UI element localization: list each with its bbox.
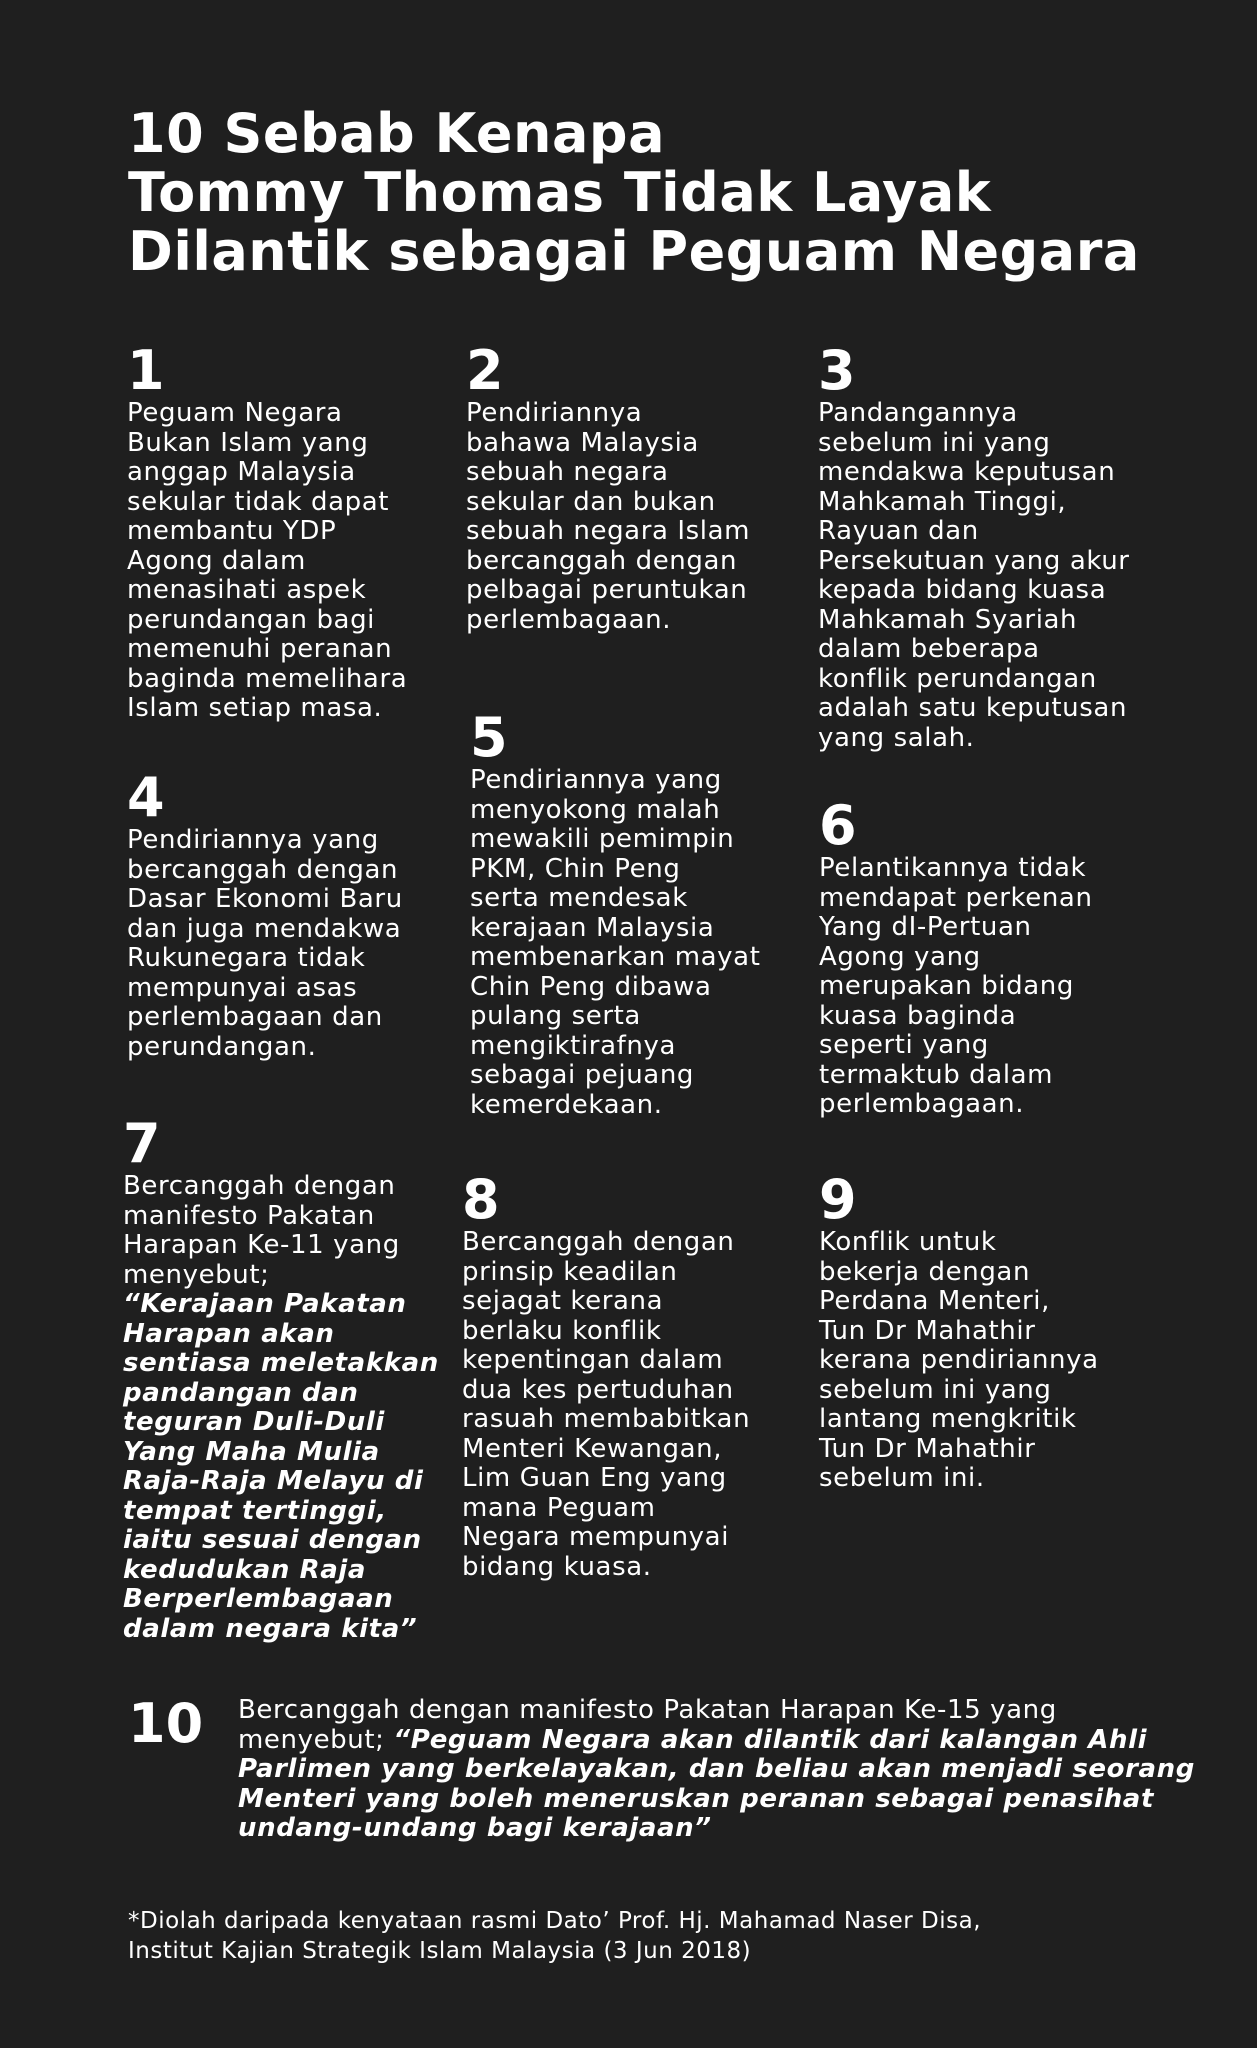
text-line: seperti yang	[819, 1030, 989, 1060]
text-line: sekular tidak dapat	[127, 486, 390, 517]
text-line: lantang mengkritik	[819, 1404, 1077, 1434]
text-line: perundangan.	[127, 1031, 317, 1062]
text-line: kedudukan Raja	[123, 1554, 367, 1585]
text-line: bidang kuasa.	[462, 1551, 652, 1582]
text-line: Chin Peng dibawa	[470, 971, 712, 1002]
text-line: Agong yang	[819, 941, 981, 972]
text-line: pelbagai peruntukan	[466, 575, 748, 605]
text-line: menasihati aspek	[127, 575, 367, 605]
text-line: Pandangannya	[818, 398, 1018, 428]
text-line: adalah satu keputusan	[818, 693, 1128, 723]
text-line: kuasa baginda	[819, 1000, 1017, 1031]
point-4	[127, 766, 403, 1062]
text-line: Persekutuan yang akur	[818, 545, 1130, 576]
text-line: bercanggah dengan	[466, 545, 738, 576]
point-number: 10	[128, 1692, 204, 1755]
point-5	[470, 706, 761, 1120]
text-line: PKM, Chin Peng	[470, 853, 681, 884]
point-text	[238, 1696, 1195, 1844]
footnote-line-2: Institut Kajian Strategik Islam Malaysia (3 Jun 2018)	[128, 1938, 752, 1964]
point-number: 6	[819, 794, 857, 857]
point-text	[819, 854, 1093, 1120]
text-line: kepentingan dalam	[462, 1345, 724, 1375]
text-line: mana Peguam	[462, 1492, 656, 1523]
text-line: termaktub dalam	[819, 1059, 1054, 1090]
text-line: bahawa Malaysia	[466, 427, 699, 458]
point-number: 1	[127, 339, 165, 402]
text-line: serta mendesak	[470, 883, 688, 913]
text-line: Bercanggah dengan	[123, 1171, 396, 1201]
text-line: sebuah negara Islam	[466, 516, 751, 546]
text-line: Pelantikannya tidak	[819, 853, 1087, 883]
text-line: konflik perundangan	[818, 663, 1097, 694]
text-line: Raja-Raja Melayu di	[123, 1466, 424, 1496]
point-text	[462, 1228, 750, 1582]
source-footnote	[128, 1906, 981, 1966]
text-line: menyokong malah	[470, 794, 721, 825]
text-line: membenarkan mayat	[470, 942, 761, 972]
text-line: sebelum ini.	[819, 1463, 985, 1493]
point-9	[819, 1168, 1099, 1494]
point-text	[127, 826, 403, 1062]
text-line: anggap Malaysia	[127, 457, 356, 487]
point-text-line: Bercanggah dengan manifesto Pakatan Harapan Ke-15 yang	[238, 1695, 1057, 1725]
text-line: kerajaan Malaysia	[470, 912, 715, 943]
text-line: teguran Duli-Duli	[123, 1407, 385, 1437]
point-text-line	[238, 1726, 1195, 1756]
text-line: pulang serta	[470, 1001, 641, 1031]
point-2	[466, 339, 751, 635]
text-line: mengiktirafnya	[470, 1030, 676, 1061]
point-quote	[238, 1755, 1195, 1844]
point-quote-start: “Peguam Negara akan dilantik dari kalangan Ahli	[393, 1724, 1148, 1755]
text-line: Mahkamah Syariah	[818, 604, 1078, 635]
point-text	[470, 766, 761, 1120]
text-line: kemerdekaan.	[470, 1089, 663, 1120]
text-line: prinsip keadilan	[462, 1256, 678, 1287]
text-line: sejagat kerana	[462, 1286, 664, 1316]
text-line: perlembagaan dan	[127, 1002, 383, 1032]
text-line: Konflik untuk	[819, 1227, 997, 1257]
text-line: Berperlembagaan	[123, 1584, 394, 1614]
text-line: Lim Guan Eng yang	[462, 1463, 727, 1493]
title-line-1: 10 Sebab Kenapa	[128, 102, 666, 165]
text-line: Menteri yang boleh meneruskan peranan sebagai penasihat	[238, 1783, 1154, 1814]
point-6	[819, 794, 1093, 1120]
text-line: sekular dan bukan	[466, 486, 716, 517]
text-line: membantu YDP	[127, 516, 337, 546]
point-text	[123, 1172, 439, 1290]
title-line-2: Tommy Thomas Tidak Layak	[128, 161, 992, 224]
text-line: Rayuan dan	[818, 516, 979, 546]
point-1	[127, 339, 408, 724]
text-line: Parlimen yang berkelayakan, dan beliau akan menjadi seorang	[238, 1754, 1195, 1784]
point-7	[123, 1112, 439, 1644]
text-line: kerana pendiriannya	[819, 1345, 1099, 1375]
text-line: Yang Maha Mulia	[123, 1436, 380, 1467]
text-line: memenuhi peranan	[127, 634, 393, 664]
text-line: sebelum ini yang	[818, 427, 1051, 458]
text-line: Dasar Ekonomi Baru	[127, 884, 403, 914]
text-line: menyebut;	[123, 1259, 270, 1290]
point-number: 2	[466, 339, 504, 402]
text-line: baginda memelihara	[127, 663, 408, 694]
point-text	[127, 399, 407, 724]
text-line: tempat tertinggi,	[123, 1495, 387, 1526]
text-line: perlembagaan.	[466, 604, 672, 635]
text-line: “Kerajaan Pakatan	[123, 1289, 407, 1319]
text-line: sentiasa meletakkan	[123, 1348, 439, 1378]
text-line: dalam beberapa	[818, 634, 1040, 664]
text-line: dua kes pertuduhan	[462, 1374, 734, 1405]
text-line: mewakili pemimpin	[470, 824, 735, 854]
text-line: perlembagaan.	[819, 1089, 1025, 1119]
text-line: Mahkamah Tinggi,	[818, 486, 1067, 517]
text-line: sebelum ini yang	[819, 1374, 1052, 1405]
point-number: 9	[819, 1168, 857, 1231]
point-quote	[123, 1290, 439, 1644]
text-line: dan juga mendakwa	[127, 913, 402, 944]
page-title	[128, 104, 1188, 281]
point-number: 4	[127, 766, 165, 829]
text-line: mendakwa keputusan	[818, 457, 1116, 487]
text-line: Harapan Ke-11 yang	[123, 1230, 400, 1260]
text-line: Bukan Islam yang	[127, 427, 369, 458]
text-line: Tun Dr Mahathir	[819, 1433, 1036, 1464]
point-text	[819, 1228, 1099, 1494]
point-number: 5	[470, 706, 508, 769]
text-line: undang-undang bagi kerajaan”	[238, 1813, 712, 1843]
text-line: merupakan bidang	[819, 971, 1074, 1001]
text-line: Islam setiap masa.	[127, 693, 383, 723]
text-line: Pendiriannya	[466, 398, 643, 428]
text-line: sebagai pejuang	[470, 1060, 695, 1090]
text-line: berlaku konflik	[462, 1315, 662, 1346]
text-line: bekerja dengan	[819, 1256, 1031, 1287]
text-line: yang salah.	[818, 722, 975, 753]
point-text-plain: menyebut;	[238, 1724, 394, 1755]
text-line: Pendiriannya yang	[470, 765, 722, 795]
point-8	[462, 1168, 751, 1582]
point-text	[466, 399, 750, 635]
text-line: Bercanggah dengan	[462, 1227, 735, 1257]
text-line: Perdana Menteri,	[819, 1286, 1050, 1316]
text-line: dalam negara kita”	[123, 1613, 418, 1644]
text-line: iaitu sesuai dengan	[123, 1525, 422, 1555]
text-line: manifesto Pakatan	[123, 1200, 375, 1231]
title-line-3: Dilantik sebagai Peguam Negara	[128, 220, 1140, 283]
text-line: mempunyai asas	[127, 972, 358, 1003]
text-line: sebuah negara	[466, 457, 669, 487]
text-line: Rukunegara tidak	[127, 943, 366, 973]
text-line: Yang dI-Pertuan	[819, 912, 1032, 942]
footnote-line-1: *Diolah daripada kenyataan rasmi Dato’ Prof. Hj. Mahamad Naser Disa,	[128, 1908, 982, 1934]
text-line: rasuah membabitkan	[462, 1404, 751, 1434]
text-line: Agong dalam	[127, 545, 306, 576]
text-line: kepada bidang kuasa	[818, 575, 1107, 605]
text-line: Harapan akan	[123, 1318, 335, 1349]
text-line: Peguam Negara	[127, 398, 343, 428]
point-number: 3	[818, 339, 856, 402]
text-line: perundangan bagi	[127, 604, 376, 635]
point-3	[818, 339, 1130, 753]
text-line: mendapat perkenan	[819, 882, 1093, 913]
point-number: 7	[123, 1112, 161, 1175]
text-line: bercanggah dengan	[127, 854, 399, 885]
point-number: 8	[462, 1168, 500, 1231]
text-line: Menteri Kewangan,	[462, 1433, 723, 1464]
text-line: Tun Dr Mahathir	[819, 1315, 1036, 1346]
point-text	[818, 399, 1130, 753]
text-line: pandangan dan	[123, 1377, 359, 1408]
text-line: Pendiriannya yang	[127, 825, 379, 855]
text-line: Negara mempunyai	[462, 1522, 730, 1552]
